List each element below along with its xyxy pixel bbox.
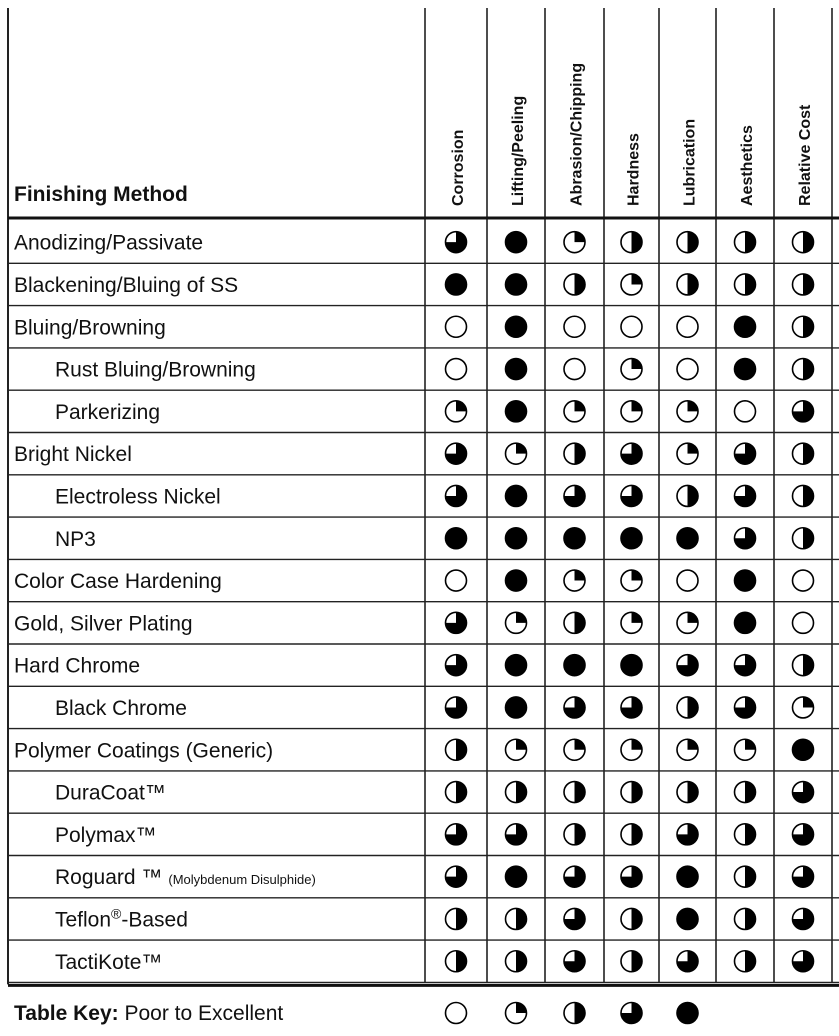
rating-4-icon (446, 443, 467, 464)
rating-4-icon (621, 697, 642, 718)
row-label-text: Polymer Coatings (Generic) (14, 739, 274, 763)
row-label-text: Bluing/Browning (14, 316, 166, 340)
rating-3-icon (446, 739, 467, 760)
rating-3-icon (735, 951, 756, 972)
rating-2-icon (677, 443, 698, 464)
rating-5-icon (506, 401, 527, 422)
row-label-text: Rust Bluing/Browning (55, 358, 256, 382)
rating-5-icon (506, 274, 527, 295)
row-label-text: DuraCoat™ (55, 781, 166, 805)
rating-5-icon (735, 612, 756, 633)
rating-1-icon (677, 316, 698, 337)
rating-5-icon (735, 359, 756, 380)
rating-5-icon (446, 274, 467, 295)
rating-5-icon (506, 655, 527, 676)
row-label (14, 570, 222, 593)
rating-4-icon (446, 866, 467, 887)
rating-2-icon (793, 697, 814, 718)
rating-1-icon (446, 316, 467, 337)
rating-3-icon (793, 485, 814, 506)
rating-3-icon (446, 908, 467, 929)
row-label (14, 274, 238, 297)
rating-2-icon (564, 232, 585, 253)
row-label-text: Blackening/Bluing of SS (14, 273, 239, 297)
rating-2-icon (506, 739, 527, 760)
rating-4-icon (793, 824, 814, 845)
table-row (14, 739, 814, 762)
column-header: Lifting/Peeling (510, 95, 527, 206)
rating-5-icon (506, 528, 527, 549)
rating-1-icon (793, 570, 814, 591)
rating-4-icon (564, 697, 585, 718)
rating-3-icon (564, 274, 585, 295)
rating-4-icon (793, 908, 814, 929)
rating-5-icon (621, 655, 642, 676)
rating-2-icon (677, 612, 698, 633)
column-header: Corrosion (450, 129, 467, 206)
rating-3-icon (735, 824, 756, 845)
rating-5-icon (677, 908, 698, 929)
table-header (14, 63, 814, 206)
rating-3-icon (677, 232, 698, 253)
table-key-label (14, 1002, 283, 1025)
rating-5-icon (735, 316, 756, 337)
row-label-text: Gold, Silver Plating (14, 612, 193, 636)
rating-3-icon (793, 274, 814, 295)
row-label (55, 782, 166, 805)
row-label-sup: ® (111, 905, 122, 922)
table-key (14, 1002, 698, 1025)
rating-3-icon (793, 443, 814, 464)
row-label (55, 824, 157, 847)
row-label (55, 359, 256, 382)
rating-2-icon (621, 359, 642, 380)
rating-3-icon (506, 908, 527, 929)
row-label-text: Hard Chrome (14, 654, 141, 678)
row-label-text: Bright Nickel (14, 443, 132, 467)
rating-1-icon (793, 612, 814, 633)
rating-3-icon (735, 274, 756, 295)
rating-2-icon (506, 443, 527, 464)
rating-3-icon (621, 951, 642, 972)
rating-4-icon (446, 485, 467, 506)
rating-3-icon (446, 782, 467, 803)
table-row (55, 866, 814, 889)
table-row (14, 612, 814, 635)
rating-4-icon (621, 443, 642, 464)
rating-3-icon (564, 782, 585, 803)
table-row (14, 443, 814, 466)
rating-1-icon (621, 316, 642, 337)
rating-5-icon (506, 570, 527, 591)
rating-1-icon (677, 359, 698, 380)
rating-3-icon (621, 908, 642, 929)
rating-5-icon (677, 1003, 698, 1024)
rating-5-icon (677, 528, 698, 549)
rating-2-icon (735, 739, 756, 760)
rating-1-icon (677, 570, 698, 591)
row-label-note: (Molybdenum Disulphide) (168, 872, 316, 888)
rating-3-icon (621, 232, 642, 253)
rating-4-icon (446, 232, 467, 253)
rating-2-icon (621, 570, 642, 591)
rating-3-icon (446, 951, 467, 972)
rating-3-icon (677, 697, 698, 718)
table-row (55, 824, 814, 847)
rating-5-icon (506, 359, 527, 380)
rating-5-icon (564, 528, 585, 549)
rating-3-icon (564, 824, 585, 845)
rating-4-icon (793, 401, 814, 422)
row-label-text: Roguard ™ (55, 866, 163, 890)
rating-4-icon (564, 866, 585, 887)
rating-2-icon (677, 739, 698, 760)
rating-3-icon (793, 316, 814, 337)
rating-5-icon (506, 232, 527, 253)
row-label (55, 866, 316, 889)
row-label-text: NP3 (55, 527, 96, 551)
table-row (14, 316, 814, 339)
row-label (14, 232, 203, 255)
rating-4-icon (735, 655, 756, 676)
rating-3-icon (735, 908, 756, 929)
table-row (55, 401, 814, 424)
rating-2-icon (621, 401, 642, 422)
rating-1-icon (735, 401, 756, 422)
row-label (14, 443, 132, 466)
rating-4-icon (564, 951, 585, 972)
row-label (55, 697, 187, 720)
column-header: Relative Cost (797, 104, 814, 206)
column-header: Lubrication (681, 118, 699, 206)
rating-2-icon (506, 1003, 527, 1024)
table-key-text: Poor to Excellent (118, 1002, 284, 1025)
rating-5-icon (506, 316, 527, 337)
rating-4-icon (793, 866, 814, 887)
rating-4-icon (564, 485, 585, 506)
row-label (55, 401, 160, 424)
table-row (55, 359, 814, 382)
rating-3-icon (677, 485, 698, 506)
rating-5-icon (506, 485, 527, 506)
rating-4-icon (677, 655, 698, 676)
rating-3-icon (793, 655, 814, 676)
table-row (55, 485, 814, 508)
row-label (14, 612, 193, 635)
rating-4-icon (446, 612, 467, 633)
rating-1-icon (564, 359, 585, 380)
rating-5-icon (735, 570, 756, 591)
rating-3-icon (564, 1003, 585, 1024)
rating-3-icon (621, 782, 642, 803)
column-header: Hardness (625, 133, 643, 206)
row-label (55, 528, 96, 551)
finishing-method-header: Finishing Method (14, 183, 188, 206)
row-label (55, 951, 162, 974)
table-key-title: Table Key: (14, 1002, 119, 1025)
rating-5-icon (564, 655, 585, 676)
rating-3-icon (506, 782, 527, 803)
rating-4-icon (677, 951, 698, 972)
rating-5-icon (506, 866, 527, 887)
rating-2-icon (564, 570, 585, 591)
rating-2-icon (677, 401, 698, 422)
rating-2-icon (621, 739, 642, 760)
row-label-text: Polymax™ (55, 823, 157, 847)
rating-3-icon (564, 612, 585, 633)
table-row (55, 528, 814, 551)
rating-4-icon (621, 1003, 642, 1024)
rating-3-icon (793, 232, 814, 253)
rating-3-icon (793, 359, 814, 380)
rating-4-icon (446, 655, 467, 676)
table-body (14, 232, 814, 974)
rating-4-icon (735, 443, 756, 464)
rating-5-icon (677, 866, 698, 887)
rating-4-icon (735, 485, 756, 506)
rating-5-icon (621, 528, 642, 549)
rating-3-icon (564, 443, 585, 464)
table-row (14, 570, 814, 593)
rating-2-icon (564, 739, 585, 760)
row-label-text: Black Chrome (55, 696, 187, 720)
rating-2-icon (506, 612, 527, 633)
row-label-text: TactiKote™ (55, 950, 163, 974)
rating-3-icon (677, 274, 698, 295)
rating-3-icon (735, 232, 756, 253)
rating-4-icon (793, 782, 814, 803)
rating-5-icon (506, 697, 527, 718)
row-label-text: Color Case Hardening (14, 570, 222, 594)
rating-3-icon (677, 782, 698, 803)
rating-5-icon (446, 528, 467, 549)
table-row (14, 232, 814, 255)
rating-4-icon (446, 824, 467, 845)
rating-3-icon (506, 951, 527, 972)
rating-4-icon (735, 528, 756, 549)
rating-4-icon (621, 485, 642, 506)
rating-4-icon (446, 697, 467, 718)
rating-1-icon (446, 359, 467, 380)
row-label (55, 485, 221, 508)
rating-4-icon (564, 908, 585, 929)
rating-4-icon (735, 697, 756, 718)
table-row (55, 951, 814, 974)
rating-5-icon (793, 739, 814, 760)
row-label (14, 739, 273, 762)
rating-1-icon (564, 316, 585, 337)
column-header: Abrasion/Chipping (568, 62, 586, 206)
row-label-text: Parkerizing (55, 400, 161, 424)
rating-4-icon (677, 824, 698, 845)
table-row (14, 655, 814, 678)
row-label (14, 316, 166, 339)
table-row (14, 274, 814, 297)
row-label (14, 655, 140, 678)
rating-4-icon (621, 866, 642, 887)
row-label (55, 905, 188, 931)
rating-2-icon (446, 401, 467, 422)
row-label-suffix: -Based (121, 908, 188, 932)
column-header: Aesthetics (739, 125, 756, 206)
rating-3-icon (735, 866, 756, 887)
rating-4-icon (506, 824, 527, 845)
table-row (55, 905, 814, 931)
rating-2-icon (564, 401, 585, 422)
rating-3-icon (621, 824, 642, 845)
rating-3-icon (793, 528, 814, 549)
row-label-text: Teflon (55, 908, 112, 932)
row-label-text: Anodizing/Passivate (14, 231, 204, 255)
rating-1-icon (446, 570, 467, 591)
rating-3-icon (735, 782, 756, 803)
rating-4-icon (793, 951, 814, 972)
rating-2-icon (621, 612, 642, 633)
rating-1-icon (446, 1003, 467, 1024)
rating-2-icon (621, 274, 642, 295)
table-row (55, 697, 814, 720)
row-label-text: Electroless Nickel (55, 485, 221, 509)
table-row (55, 782, 814, 805)
